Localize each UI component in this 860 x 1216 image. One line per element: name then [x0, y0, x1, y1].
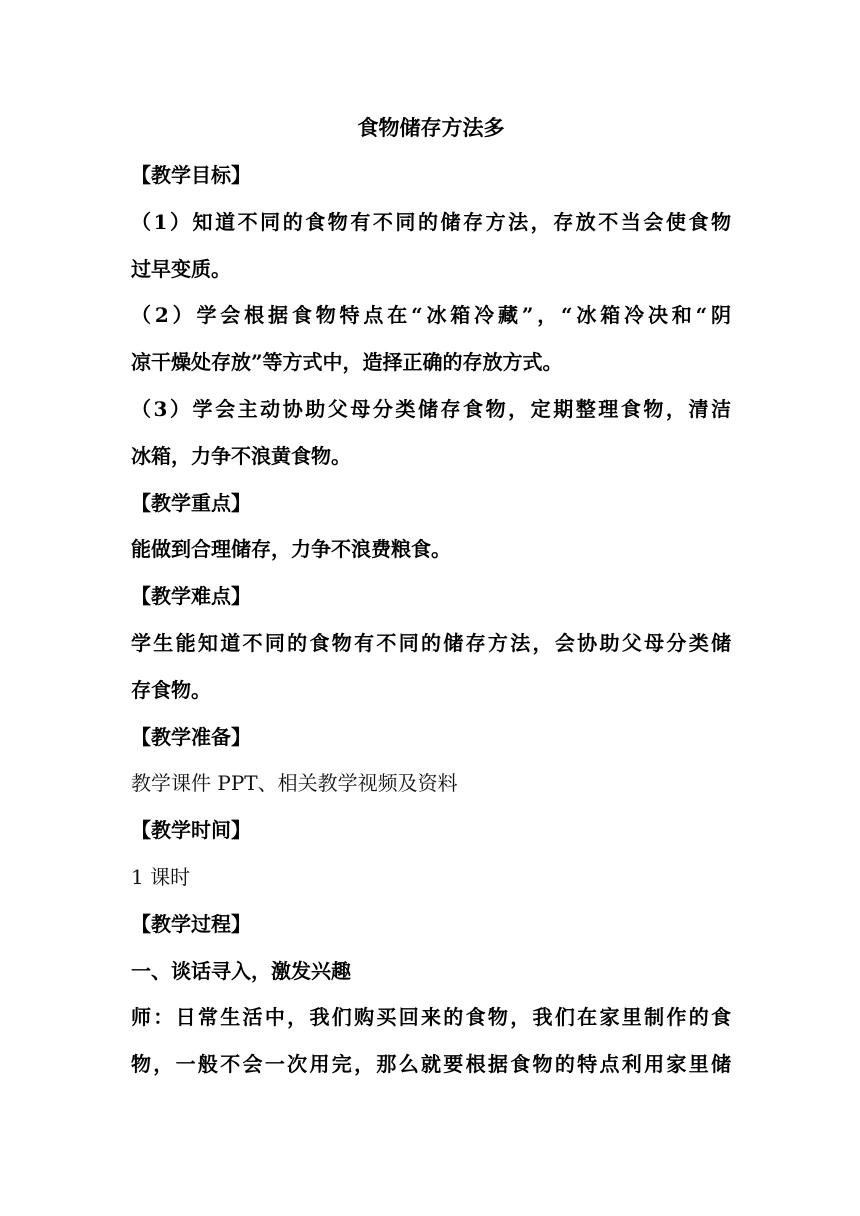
section-heading: 【教学准备】	[131, 724, 251, 749]
body-text-line: 物，一般不会一次用完，那么就要根据食物的特点利用家里储	[131, 1052, 731, 1077]
body-text-line: 存食物。	[131, 677, 211, 702]
body-text-line: 1 课时	[131, 864, 191, 889]
body-text-line: 能做到合理储存，力争不浪费粮食。	[131, 537, 451, 562]
document-body	[131, 104, 731, 1088]
body-text-line: 师：日常生活中，我们购买回来的食物，我们在家里制作的食	[131, 1005, 731, 1030]
body-text-line: （2）学会根据食物特点在“冰箱冷藏”，“冰箱冷决和“阴	[131, 303, 731, 328]
section-heading: 【教学重点】	[131, 490, 251, 515]
body-text-line: 学生能知道不同的食物有不同的储存方法，会协助父母分类储	[131, 630, 731, 655]
document-title: 食物储存方法多	[357, 115, 505, 140]
document-paragraphs	[131, 152, 731, 1088]
body-text-line: 一、谈话寻入，激发兴趣	[131, 958, 351, 983]
body-text-line: 过早变质。	[131, 256, 231, 281]
body-text-line: 冰箱，力争不浪黄食物。	[131, 443, 351, 468]
section-heading: 【教学难点】	[131, 584, 251, 609]
body-text-line: 教学课件 PPT、相关教学视频及资料	[131, 771, 458, 796]
section-heading: 【教学目标】	[131, 163, 251, 187]
section-heading: 【教学时间】	[131, 818, 251, 843]
body-text-line: 凉干燥处存放”等方式中，造择正确的存放方式。	[131, 350, 563, 375]
body-text-line: （3）学会主动协助父母分类储存食物，定期整理食物，清洁	[131, 396, 731, 421]
section-heading: 【教学过程】	[131, 911, 251, 936]
body-text-line: （1）知道不同的食物有不同的储存方法，存放不当会使食物	[131, 209, 731, 234]
